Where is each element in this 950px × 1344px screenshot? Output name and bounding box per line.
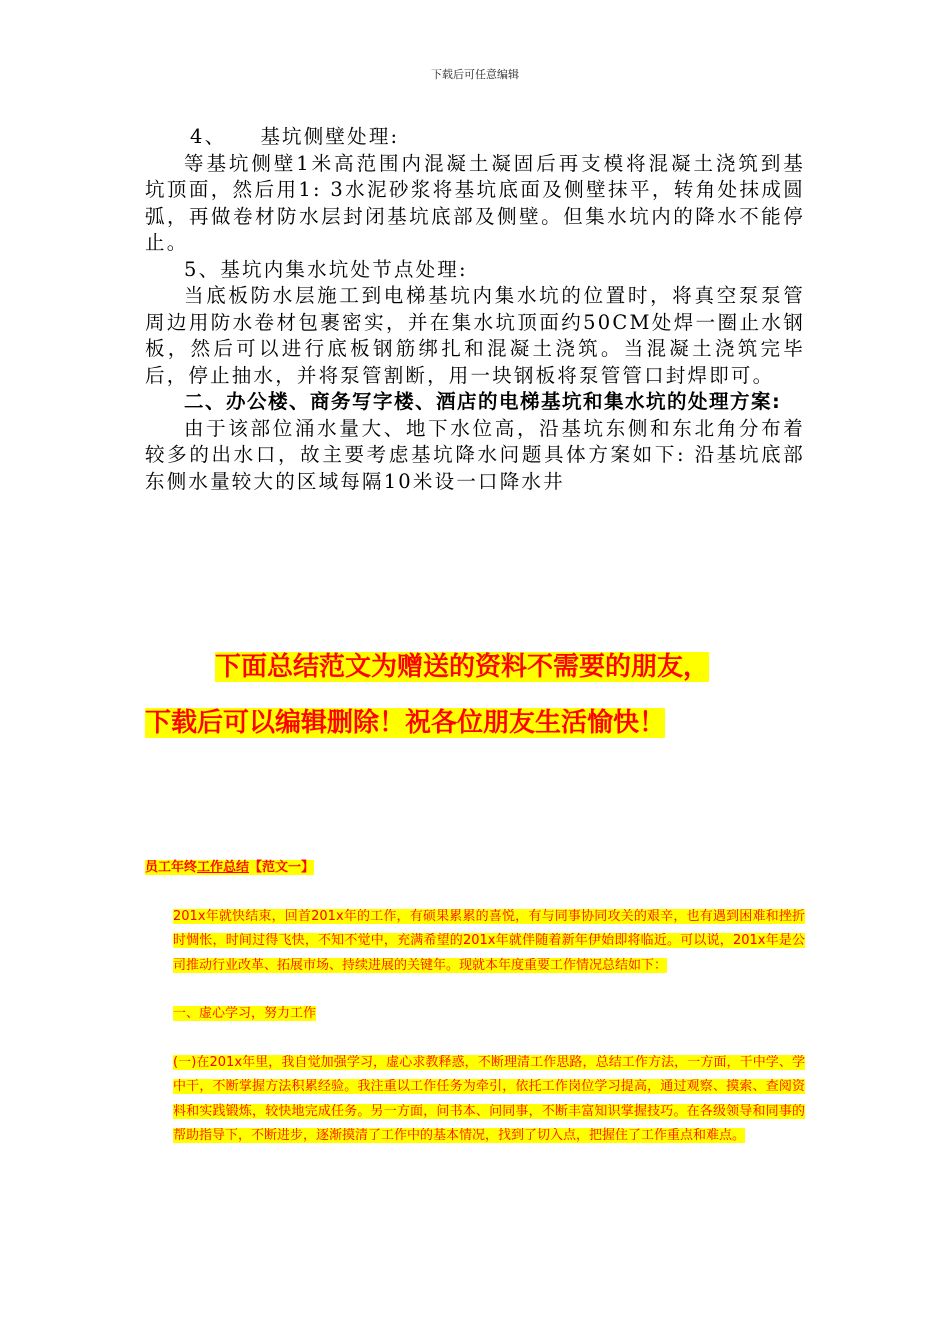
section-5-heading: 5、基坑内集水坑处节点处理: — [184, 257, 468, 281]
document-body — [145, 124, 805, 495]
page-header: 下载后可任意编辑 — [431, 68, 519, 81]
sample-title-link[interactable]: 工作总结 — [197, 860, 250, 875]
sample-title-c: 【范文一】 — [249, 860, 315, 875]
sample-title — [145, 856, 805, 881]
paragraph-5: 当底板防水层施工到电梯基坑内集水坑的位置时，将真空泵泵管周边用防水卷材包裹密实，并在集水坑顶面约50CM处焊一圈止水钢板，然后可以进行底板钢筋绑扎和混凝土浇筑。当混凝土浇筑完毕后，停止抽水，并将泵管割断，用一块钢板将泵管管口封焊即可。 — [145, 284, 805, 387]
section-2-heading: 二、办公楼、商务写字楼、酒店的电梯基坑和集水坑的处理方案: — [184, 390, 782, 413]
gift-notice-line-1: 下面总结范文为赠送的资料不需要的朋友， — [215, 652, 710, 682]
section-4-heading — [145, 124, 805, 151]
sample-section-1: 一、虚心学习，努力工作 — [173, 1006, 317, 1021]
gift-notice — [145, 650, 805, 740]
sample-paragraph-2: (一)在201x年里，我自觉加强学习，虚心求教释惑，不断理清工作思路，总结工作方法，一方面，干中学、学中干，不断掌握方法积累经验。我注重以工作任务为牵引，依托工作岗位学习提高，通过观察、摸索、查阅资料和实践锻炼，较快地完成任务。另一方面，问书本、问同事，不断丰富知识掌握技巧。在各级领导和同事的帮助指导下，不断进步，逐渐摸清了工作中的基本情况，找到了切入点，把握住了工作重点和难点。 — [173, 1054, 805, 1143]
sample-essay — [145, 856, 805, 1149]
sample-paragraph-1: 201x年就快结束，回首201x年的工作，有硕果累累的喜悦，有与同事协同攻关的艰辛，也有遇到困难和挫折时惆怅，时间过得飞快，不知不觉中，充满希望的201x年就伴随着新年伊始即将临近。可以说，201x年是公司推动行业改革、拓展市场、持续进展的关键年。现就本年度重要工作情况总结如下： — [173, 908, 805, 973]
paragraph-4: 等基坑侧壁1米高范围内混凝土凝固后再支模将混凝土浇筑到基坑顶面，然后用1: 3水泥砂浆将基坑底面及侧壁抹平，转角处抹成圆弧，再做卷材防水层封闭基坑底部及侧壁。但集水坑内的降水不能停止。 — [145, 151, 805, 254]
gift-notice-line-2: 下载后可以编辑删除！祝各位朋友生活愉快！ — [145, 708, 666, 738]
sample-title-a: 员工年终 — [145, 860, 198, 875]
section-4-number: 4、 — [190, 125, 227, 148]
paragraph-section-2: 由于该部位涌水量大、地下水位高，沿基坑东侧和东北角分布着较多的出水口，故主要考虑基坑降水问题具体方案如下: 沿基坑底部东侧水量较大的区域每隔10米设一口降水井 — [145, 416, 805, 493]
section-4-title: 基坑侧壁处理: — [260, 125, 400, 148]
